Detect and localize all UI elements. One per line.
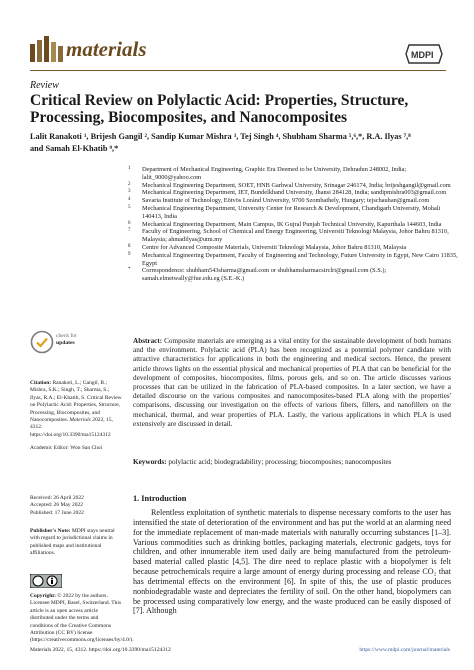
affiliations	[128, 166, 458, 283]
section-heading: 1. Introduction	[133, 494, 187, 503]
abstract-label: Abstract:	[133, 337, 163, 345]
author-line: and Samah El-Khatib ⁹,*	[30, 144, 119, 153]
affiliation-item: 4 Savaria Institute of Technology, Eötvös Loránd University, 9700 Szombathely, Hungary; tejschauhan@gmail.com	[128, 197, 430, 205]
received-date: Received: 26 April 2022	[30, 495, 84, 501]
author-list	[30, 131, 450, 155]
author-line: Lalit Ranakoti ¹, Brijesh Gangil ², Sandip Kumar Mishra ³, Tej Singh ⁴, Shubham Sharma ⁵,⁶,*, R.A. Ilyas ⁷,⁸	[30, 132, 411, 141]
affiliation-item: 5 Mechanical Engineering Department, University Center for Research & Development, Chandigarh University, Mohali 140413, India	[128, 204, 441, 220]
dates-block	[30, 495, 122, 517]
affiliation-item: 9 Mechanical Engineering Department, Faculty of Engineering and Technology, Future University in Egypt, New Cairo 11835, Egypt	[128, 251, 458, 267]
introduction-text: Relentless exploitation of synthetic materials to dispense necessary comforts to the user has intensified the state of deterioration of the environment and has put the world at an alarming need for the immediate replacement of man-made materials with naturally occurring substances [1–3]. Various commodities such as drinking bottles, packaging materials, electronic gadgets, toys for children, and other innumerable item used daily are being manufactured from the petroleum-based material called plastic [4,5]. The dire need to replace plastic with a biopolymer is felt because petrochemicals require a large amount of energy during processing and release CO₂ that has detrimental effects on the environment [6]. In spite of this, the use of plastic produces nonbiodegradable waste and depreciates the fertility of soil. On the other hand, biopolymers can be processed using comparatively low energy, and the waste produced can be easily disposed of [7]. Although	[133, 508, 451, 616]
abstract	[133, 337, 451, 429]
check-for-updates-icon[interactable]	[30, 330, 54, 354]
accepted-date: Accepted: 26 May 2022	[30, 502, 83, 509]
academic-editor: Academic Editor: Won San Choi	[30, 445, 103, 452]
publisher-note: Publisher's Note: MDPI stays neutral with regard to jurisdictional claims in published maps and institutional affiliations.	[30, 528, 115, 557]
journal-name: materials	[66, 37, 147, 61]
publisher-name: MDPI	[411, 50, 434, 60]
affiliation-item: 7 Faculty of Engineering, School of Chemical and Energy Engineering, Universiti Teknologi Malaysia, Johor Bahru 81310, Malaysia; ahmadilyas@utm.my	[128, 228, 449, 244]
affiliation-item: 1 Department of Mechanical Engineering, Graphic Era Deemed to be University, Dehradun 248002, India; lalit_9000@yahoo.com	[128, 166, 407, 181]
article-title: Critical Review on Polylactic Acid: Properties, Structure, Processing, Biocomposites, and Nanocomposites	[30, 92, 409, 126]
article-type: Review	[30, 80, 59, 91]
affiliation-item: 8 Centre for Advanced Composite Materials, Universiti Teknologi Malaysia, Johor Bahru 81310, Malaysia	[128, 243, 407, 251]
header-rule	[30, 70, 446, 71]
affiliation-item: 2 Mechanical Engineering Department, SOET, HNB Garhwal University, Srinagar 246174, India; brijeshgangil@gmail.com	[128, 181, 451, 189]
affiliation-item: 3 Mechanical Engineering Department, IET, Bundelkhand University, Jhansi 284128, India; sandipmishra003@gmail.com	[128, 189, 447, 197]
check-for-updates-label[interactable]: check for updates	[56, 333, 77, 346]
keywords-label: Keywords:	[133, 458, 167, 466]
footer-citation: Materials 2022, 15, 4312. https://doi.org/10.3390/ma15124312	[30, 647, 171, 653]
materials-logo-icon	[30, 36, 64, 62]
keywords	[133, 458, 451, 467]
keywords-text: polylactic acid; biodegradability; processing; biocomposites; nanocomposites	[168, 458, 392, 466]
affiliation-item: 6 Mechanical Engineering Department, Main Campus, IK Gujral Punjab Technical University, Kapurthala 144603, India	[128, 220, 442, 228]
journal-link[interactable]: https://www.mdpi.com/journal/materials	[359, 647, 450, 653]
published-date: Published: 17 June 2022	[30, 509, 84, 516]
copyright-block: Copyright: © 2022 by the authors. Licensee MDPI, Basel, Switzerland. This article is an open access article distributed under the terms and conditions of the Creative Commons Attribution (CC BY) license (https://creativecommons.org/licenses/by/4.0/).	[30, 593, 134, 644]
citation-block: Citation: Ranakoti, L.; Gangil, B.; Mishra, S.K.; Singh, T.; Sharma, S.; Ilyas, R.A.; El-Khatib, S. Critical Review on Polylactic Acid: Properties, Structure, Processing, Biocomposites, and Nanocomposites. Materials 2022, 15, 4312. https://doi.org/10.3390/ma15124312 Academic Editor: Won San Choi	[30, 380, 122, 452]
abstract-text: Composite materials are emerging as a vital entity for the sustainable development of both humans and the environment. Polylactic acid (PLA) has been recognized as a potential polymer candidate with attractive characteristics for applications in both the engineering and medical sectors. Hence, the present article throws lights on the essential physical and mechanical properties of PLA that can be beneficial for the development of composites, biocomposites, films, porous gels, and so on. The article discusses various processes that can be utilized in the fabrication of PLA-based composites. In a later section, we have a detailed discourse on the various composites and nanocomposites-based PLA along with the properties' comparisons, discussing our investigation on the effects of various fibers, fillers, and nanofillers on the mechanical, thermal, and wear properties of PLA. Lastly, the various applications in which PLA is used extensively are discussed in detail.	[133, 337, 451, 428]
correspondence: * Correspondence: shubham543sharma@gmail.com or shubhamsharmacsirclri@gmail.com (S.S.); samah.elmetwally@fue.edu.eg (S.E.-K.)	[128, 267, 387, 283]
creative-commons-icon[interactable]	[30, 574, 62, 588]
